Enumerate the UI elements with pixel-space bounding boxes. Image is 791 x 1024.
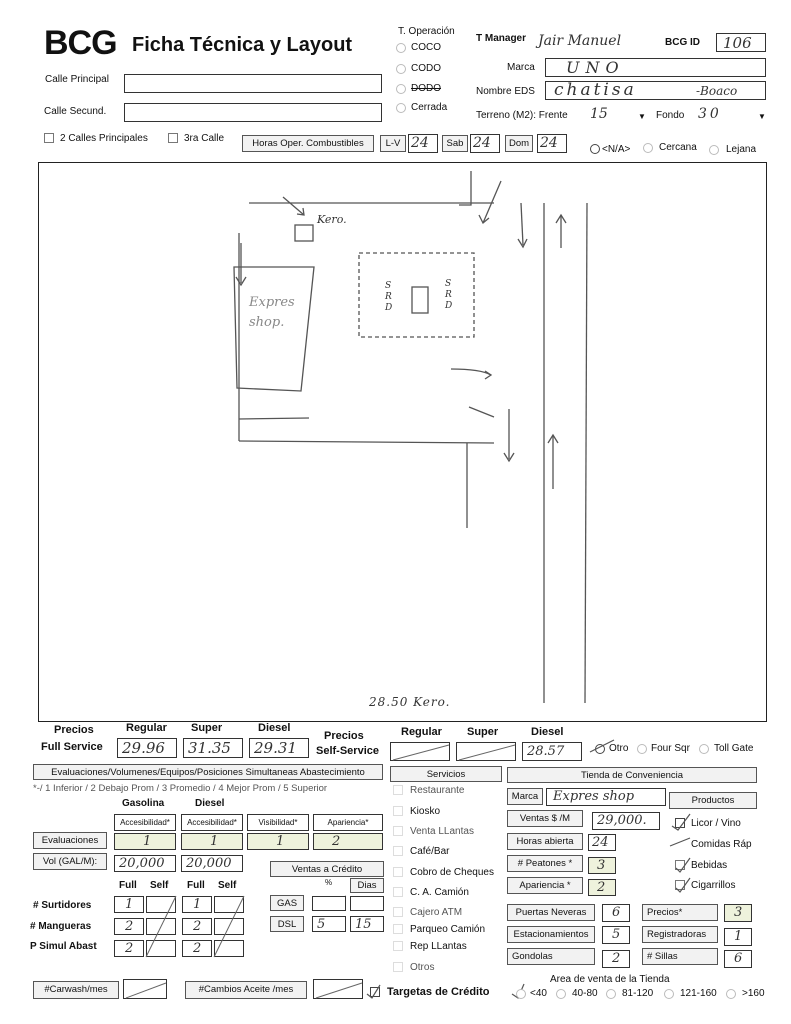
store-apariencia-value: 2	[597, 880, 606, 895]
calle-secundaria-field[interactable]	[124, 103, 382, 122]
self-regular-field[interactable]	[390, 742, 450, 761]
simul-dsl-full-field[interactable]	[182, 940, 212, 957]
horas-abierta-value: 24	[592, 835, 609, 850]
scale-legend: *-/ 1 Inferior / 2 Debajo Prom / 3 Promedio / 4 Mejor Prom / 5 Superior	[33, 783, 328, 794]
service-cafe-label: Café/Bar	[410, 846, 450, 857]
terreno-label: Terreno (M2): Frente	[476, 110, 568, 121]
op-cerrada-radio[interactable]	[396, 103, 406, 113]
gondolas-field[interactable]	[602, 950, 630, 968]
estacionamientos-value: 5	[612, 927, 621, 942]
sillas-value: 6	[734, 951, 743, 966]
bebidas-checkbox[interactable]	[675, 860, 685, 870]
store-marca-label: Marca	[507, 788, 543, 805]
service-otros-label: Otros	[410, 962, 435, 973]
eval-diesel-value: 1	[210, 834, 219, 849]
horas-oper-button[interactable]: Horas Oper. Combustibles	[242, 135, 374, 152]
service-parqueo-checkbox[interactable]	[393, 924, 403, 934]
eval-apariencia-field[interactable]	[313, 833, 383, 850]
service-camion-checkbox[interactable]	[393, 887, 403, 897]
full-super-header: Super	[191, 722, 223, 734]
ventas-credito-label: Ventas a Crédito	[270, 861, 384, 877]
vol-gas-field[interactable]	[114, 855, 176, 872]
surt-gas-full-field[interactable]	[114, 896, 144, 913]
gas-credit-label: GAS	[270, 895, 304, 911]
self-service-label: Self-Service	[316, 745, 379, 757]
vol-diesel-field[interactable]	[181, 855, 243, 872]
four-sqr-label: Four Sqr	[651, 743, 690, 754]
surt-dsl-full-field[interactable]	[182, 896, 212, 913]
gas-credit-pct-field[interactable]	[312, 896, 346, 911]
cigarrillos-label: Cigarrillos	[691, 880, 736, 891]
op-codo-label: CODO	[411, 63, 441, 74]
surt-gas-full-value: 1	[125, 897, 134, 912]
evaluaciones-label: Evaluaciones	[33, 832, 107, 849]
self-super-header: Super	[467, 726, 499, 738]
puertas-neveras-label: Puertas Neveras	[507, 904, 595, 921]
area-option-3-label: 81-120	[622, 988, 654, 999]
eval-visibilidad-value: 1	[276, 834, 285, 849]
sab-label: Sab	[442, 135, 468, 152]
peatones-value: 3	[597, 858, 606, 873]
acces-diesel-header: Accesibilidad*	[181, 814, 243, 831]
self-diesel-value: 28.57	[527, 744, 565, 759]
eval-diesel-field[interactable]	[181, 833, 243, 850]
tarjetas-checkbox[interactable]	[370, 987, 380, 997]
surtidores-label: # Surtidores	[33, 900, 92, 911]
op-coco-radio[interactable]	[396, 43, 406, 53]
area-option-3-radio[interactable]	[606, 989, 616, 999]
ventas-value: 29,000.	[597, 813, 647, 828]
service-kiosko-label: Kiosko	[410, 806, 441, 817]
licor-checkbox[interactable]	[675, 818, 685, 828]
fondo-dropdown-icon[interactable]: ▼	[758, 112, 766, 121]
service-camion-label: C. A. Camión	[410, 887, 469, 898]
slash-mark	[124, 980, 168, 1000]
bcg-logo: BCG	[44, 24, 117, 62]
service-rep-llantas-label: Rep LLantas	[410, 941, 467, 952]
nombre-eds-suffix: -Boaco	[696, 84, 738, 98]
precios-full-label: Precios	[54, 724, 94, 736]
service-llantas-label: Venta LLantas	[410, 826, 474, 837]
eval-gas-value: 1	[143, 834, 152, 849]
simul-gas-full-value: 2	[125, 941, 134, 956]
t-operacion-label: T. Operación	[398, 26, 455, 37]
evaluaciones-header: Evaluaciones/Volumenes/Equipos/Posiciones Simultaneas Abastecimiento	[33, 764, 383, 780]
service-restaurante-label: Restaurante	[410, 785, 465, 796]
simul-dsl-self-field[interactable]	[214, 940, 244, 957]
nombre-eds-value: chatisa	[554, 80, 637, 100]
self-dsl-header: Self	[218, 880, 237, 891]
mangueras-label: # Mangueras	[30, 921, 92, 932]
sab-value: 24	[473, 135, 491, 151]
mang-gas-self-field[interactable]	[146, 918, 176, 935]
full-regular-field[interactable]	[117, 738, 177, 758]
gondolas-label: Gondolas	[507, 948, 595, 965]
bcg-id-label: BCG ID	[665, 37, 700, 48]
gas-credit-dias-field[interactable]	[350, 896, 384, 911]
na-radio[interactable]	[590, 144, 600, 154]
store-marca-field[interactable]	[546, 788, 666, 806]
dsl-credit-pct-value: 5	[317, 917, 326, 932]
full-diesel-value: 29.31	[254, 739, 297, 757]
dsl-credit-dias-field[interactable]	[350, 916, 384, 932]
kero-top-label: Kero.	[317, 213, 347, 226]
apariencia-header: Apariencia*	[313, 814, 383, 831]
eval-apariencia-value: 2	[332, 834, 341, 849]
dos-calles-checkbox[interactable]	[44, 133, 54, 143]
dom-value: 24	[540, 135, 558, 151]
productos-header: Productos	[669, 792, 757, 809]
bcg-id-value: 106	[723, 34, 752, 52]
tienda-header: Tienda de Conveniencia	[507, 767, 757, 783]
service-llantas-checkbox[interactable]	[393, 826, 403, 836]
area-option-5-radio[interactable]	[726, 989, 736, 999]
area-venta-label: Area de venta de la Tienda	[550, 974, 670, 985]
full-regular-value: 29.96	[122, 739, 165, 757]
diesel-eval-label: Diesel	[195, 798, 225, 809]
full-super-value: 31.35	[188, 739, 231, 757]
self-regular-header: Regular	[401, 726, 442, 738]
peatones-field[interactable]	[588, 857, 616, 874]
puertas-neveras-field[interactable]	[602, 904, 630, 922]
horas-abierta-field[interactable]	[588, 834, 616, 851]
marca-value: UNO	[566, 58, 625, 77]
vol-diesel-value: 20,000	[186, 856, 232, 871]
area-option-4-label: 121-160	[680, 988, 717, 999]
lv-field[interactable]	[408, 134, 438, 153]
page-title: Ficha Técnica y Layout	[132, 34, 353, 56]
carwash-field[interactable]	[123, 979, 167, 999]
area-option-2-label: 40-80	[572, 988, 598, 999]
service-parqueo-label: Parqueo Camión	[410, 924, 486, 935]
estacionamientos-label: Estacionamientos	[507, 926, 595, 943]
full-diesel-field[interactable]	[249, 738, 309, 758]
surt-dsl-self-field[interactable]	[214, 896, 244, 913]
dsl-credit-dias-value: 15	[355, 917, 372, 932]
vol-gas-value: 20,000	[119, 856, 165, 871]
dom-field[interactable]	[537, 134, 567, 153]
layout-sketch	[39, 163, 768, 723]
service-cheques-label: Cobro de Cheques	[410, 867, 494, 878]
slash-mark	[457, 743, 517, 762]
registradoras-field[interactable]	[724, 928, 752, 946]
pct-header: %	[325, 878, 333, 887]
op-codo-radio[interactable]	[396, 64, 406, 74]
lejana-radio[interactable]	[709, 145, 719, 155]
lv-label: L-V	[380, 135, 406, 152]
visibilidad-header: Visibilidad*	[247, 814, 309, 831]
precios-store-label: Precios*	[642, 904, 718, 921]
dsl-credit-pct-field[interactable]	[312, 916, 346, 932]
service-otros-checkbox[interactable]	[393, 962, 403, 972]
service-rep-llantas-checkbox[interactable]	[393, 941, 403, 951]
self-diesel-header: Diesel	[531, 726, 564, 738]
carwash-label: #Carwash/mes	[33, 981, 119, 999]
bebidas-label: Bebidas	[691, 860, 728, 871]
ventas-label: Ventas $ /M	[507, 810, 583, 827]
store-apariencia-field[interactable]	[588, 879, 616, 896]
nombre-eds-label: Nombre EDS	[476, 86, 535, 97]
registradoras-label: Registradoras	[642, 926, 718, 943]
service-cafe-checkbox[interactable]	[393, 846, 403, 856]
estacionamientos-field[interactable]	[602, 926, 630, 944]
surt-dsl-full-value: 1	[193, 897, 202, 912]
service-restaurante-checkbox[interactable]	[393, 785, 403, 795]
mang-dsl-self-field[interactable]	[214, 918, 244, 935]
dos-calles-label: 2 Calles Principales	[60, 133, 148, 144]
store-apariencia-label: Apariencia *	[507, 877, 583, 894]
mang-gas-full-field[interactable]	[114, 918, 144, 935]
self-super-field[interactable]	[456, 742, 516, 761]
op-dodo-radio[interactable]	[396, 84, 406, 94]
tarjetas-label: Targetas de Crédito	[387, 986, 490, 998]
na-label: <N/A>	[602, 144, 631, 155]
service-cheques-checkbox[interactable]	[393, 867, 403, 877]
precios-store-field[interactable]	[724, 904, 752, 922]
servicios-header: Servicios	[390, 766, 502, 782]
store-marca-value: Expres shop	[553, 789, 635, 804]
self-diesel-field[interactable]	[522, 742, 582, 761]
tercera-calle-label: 3ra Calle	[184, 133, 225, 144]
service-kiosko-checkbox[interactable]	[393, 806, 403, 816]
nombre-eds-field[interactable]	[545, 81, 766, 100]
full-diesel-header: Diesel	[258, 722, 291, 734]
full-service-label: Full Service	[41, 741, 103, 753]
fondo-value: 30	[698, 106, 722, 122]
ventas-field[interactable]	[592, 812, 660, 830]
sillas-field[interactable]	[724, 950, 752, 968]
frente-value: 15	[590, 106, 608, 122]
gondolas-value: 2	[612, 951, 621, 966]
dsl-credit-label: DSL	[270, 916, 304, 932]
simul-dsl-full-value: 2	[193, 941, 202, 956]
calle-secundaria-label: Calle Secund.	[44, 106, 107, 117]
frente-dropdown-icon[interactable]: ▼	[638, 112, 646, 121]
bcg-id-field[interactable]	[716, 33, 766, 52]
full-gas-header: Full	[119, 880, 137, 891]
mang-gas-full-value: 2	[125, 919, 134, 934]
precios-self-label: Precios	[324, 730, 364, 742]
service-atm-label: Cajero ATM	[410, 907, 463, 918]
op-cerrada-label: Cerrada	[411, 102, 448, 113]
calle-principal-label: Calle Principal	[45, 74, 109, 85]
pump-right-label: S R D	[445, 279, 453, 311]
cambios-aceite-label: #Cambios Aceite /mes	[185, 981, 307, 999]
puertas-neveras-value: 6	[612, 905, 621, 920]
t-manager-label: T Manager	[476, 33, 527, 44]
sillas-label: # Sillas	[642, 948, 718, 965]
comidas-checkbox[interactable]	[675, 840, 685, 850]
full-dsl-header: Full	[187, 880, 205, 891]
area-option-4-radio[interactable]	[664, 989, 674, 999]
toll-gate-radio[interactable]	[699, 744, 709, 754]
slash-mark	[314, 980, 364, 1000]
cambios-aceite-field[interactable]	[313, 979, 363, 999]
toll-gate-label: Toll Gate	[714, 743, 754, 754]
registradoras-value: 1	[734, 929, 743, 944]
dom-label: Dom	[505, 135, 533, 152]
sab-field[interactable]	[470, 134, 500, 153]
service-atm-checkbox[interactable]	[393, 907, 403, 917]
licor-label: Licor / Vino	[691, 818, 741, 829]
four-sqr-radio[interactable]	[637, 744, 647, 754]
t-manager-value: Jair Manuel	[538, 33, 622, 49]
area-option-1-label: <40	[530, 988, 547, 999]
precios-store-value: 3	[734, 905, 743, 920]
op-coco-label: COCO	[411, 42, 441, 53]
pump-left-label: S R D	[385, 281, 393, 313]
simul-gas-self-field[interactable]	[146, 940, 176, 957]
gasolina-label: Gasolina	[122, 798, 165, 809]
acces-gas-header: Accesibilidad*	[114, 814, 176, 831]
otro-label: Otro	[609, 743, 629, 754]
dias-header: Dias	[350, 878, 384, 893]
tercera-calle-checkbox[interactable]	[168, 133, 178, 143]
mang-dsl-full-field[interactable]	[182, 918, 212, 935]
self-gas-header: Self	[150, 880, 169, 891]
vol-label: Vol (GAL/M):	[33, 853, 107, 870]
peatones-label: # Peatones *	[507, 855, 583, 872]
lv-value: 24	[411, 135, 429, 151]
mang-dsl-full-value: 2	[193, 919, 202, 934]
kero-bottom-label: 28.50 Kero.	[369, 695, 451, 709]
shop-label: Expres shop.	[249, 295, 295, 330]
full-regular-header: Regular	[126, 722, 167, 734]
area-option-5-label: >160	[742, 988, 765, 999]
marca-label: Marca	[507, 62, 535, 73]
fondo-label: Fondo	[656, 110, 685, 121]
op-dodo-label: DODO	[411, 83, 441, 94]
area-option-1-radio[interactable]	[516, 989, 526, 999]
marca-field[interactable]	[545, 58, 766, 77]
cigarrillos-checkbox[interactable]	[675, 880, 685, 890]
layout-sketch-area[interactable]	[38, 162, 767, 722]
simul-gas-full-field[interactable]	[114, 940, 144, 957]
full-super-field[interactable]	[183, 738, 243, 758]
surt-gas-self-field[interactable]	[146, 896, 176, 913]
eval-gas-field[interactable]	[114, 833, 176, 850]
cercana-radio[interactable]	[643, 143, 653, 153]
eval-visibilidad-field[interactable]	[247, 833, 309, 850]
otro-radio[interactable]	[595, 744, 605, 754]
comidas-label: Comidas Ráp	[691, 839, 752, 850]
horas-abierta-label: Horas abierta	[507, 833, 583, 850]
cercana-label: Cercana	[659, 142, 697, 153]
slash-mark	[391, 743, 451, 762]
calle-principal-field[interactable]	[124, 74, 382, 93]
area-option-2-radio[interactable]	[556, 989, 566, 999]
simul-label: P Simul Abast	[30, 941, 97, 952]
lejana-label: Lejana	[726, 144, 757, 155]
